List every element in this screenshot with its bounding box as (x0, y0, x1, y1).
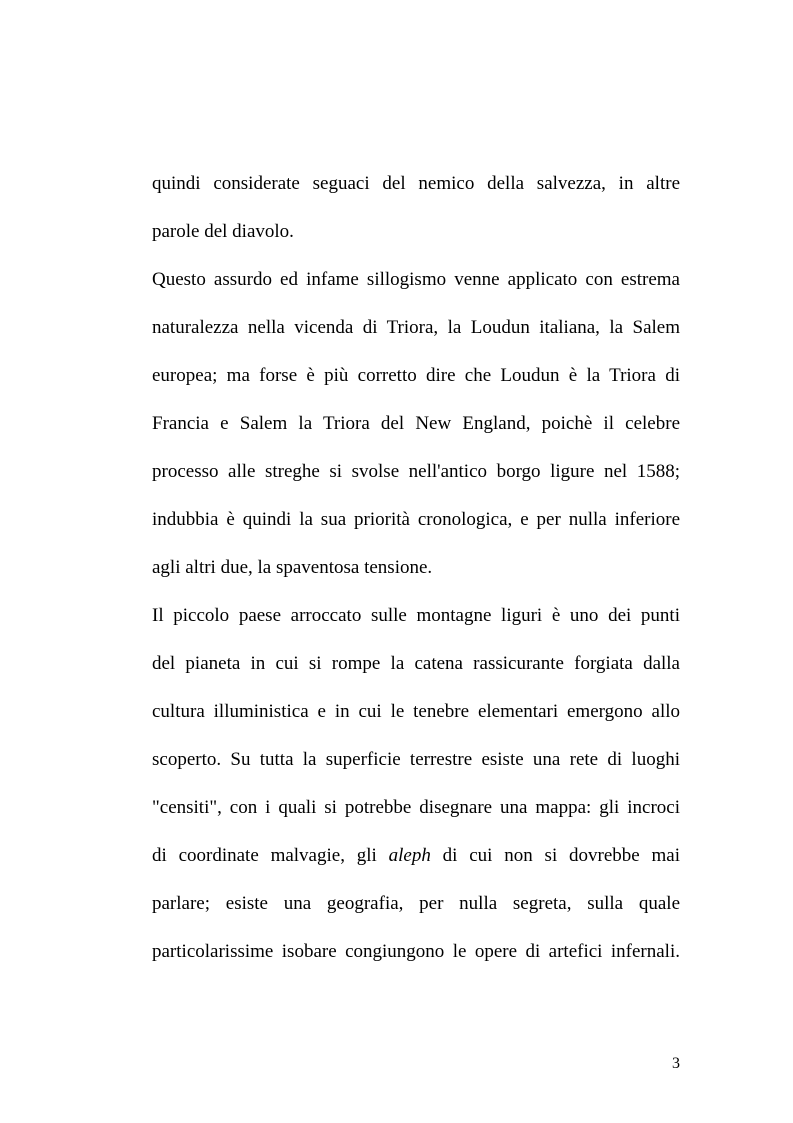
text-line: scoperto. Su tutta la superficie terrestre esiste una rete di luoghi (152, 749, 680, 770)
text-line: naturalezza nella vicenda di Triora, la Loudun italiana, la Salem (152, 317, 680, 338)
text-line: cultura illuministica e in cui le tenebre elementari emergono allo (152, 701, 680, 722)
text-line: Francia e Salem la Triora del New England, poichè il celebre (152, 413, 680, 434)
text-line: Questo assurdo ed infame sillogismo venne applicato con estrema (152, 269, 680, 290)
document-body (152, 160, 680, 976)
text-line: agli altri due, la spaventosa tensione. (152, 557, 433, 578)
text-line: indubbia è quindi la sua priorità cronologica, e per nulla inferiore (152, 509, 680, 530)
page-number: 3 (672, 1055, 680, 1072)
text-line: quindi considerate seguaci del nemico della salvezza, in altre (152, 173, 680, 194)
text-segment: di coordinate malvagie, gli (152, 845, 377, 866)
text-line: Il piccolo paese arroccato sulle montagne liguri è uno dei punti (152, 605, 680, 626)
text-line: particolarissime isobare congiungono le opere di artefici infernali. (152, 941, 680, 962)
text-line: processo alle streghe si svolse nell'antico borgo ligure nel 1588; (152, 461, 680, 482)
text-line: europea; ma forse è più corretto dire che Loudun è la Triora di (152, 365, 680, 386)
text-line: parole del diavolo. (152, 221, 294, 242)
text-line: del pianeta in cui si rompe la catena rassicurante forgiata dalla (152, 653, 680, 674)
text-line: parlare; esiste una geografia, per nulla segreta, sulla quale (152, 893, 680, 914)
italic-term: aleph (388, 845, 431, 866)
text-segment: di cui non si dovrebbe mai (442, 845, 681, 866)
text-line-with-italic (152, 832, 680, 880)
text-line: "censiti", con i quali si potrebbe disegnare una mappa: gli incroci (152, 797, 680, 818)
